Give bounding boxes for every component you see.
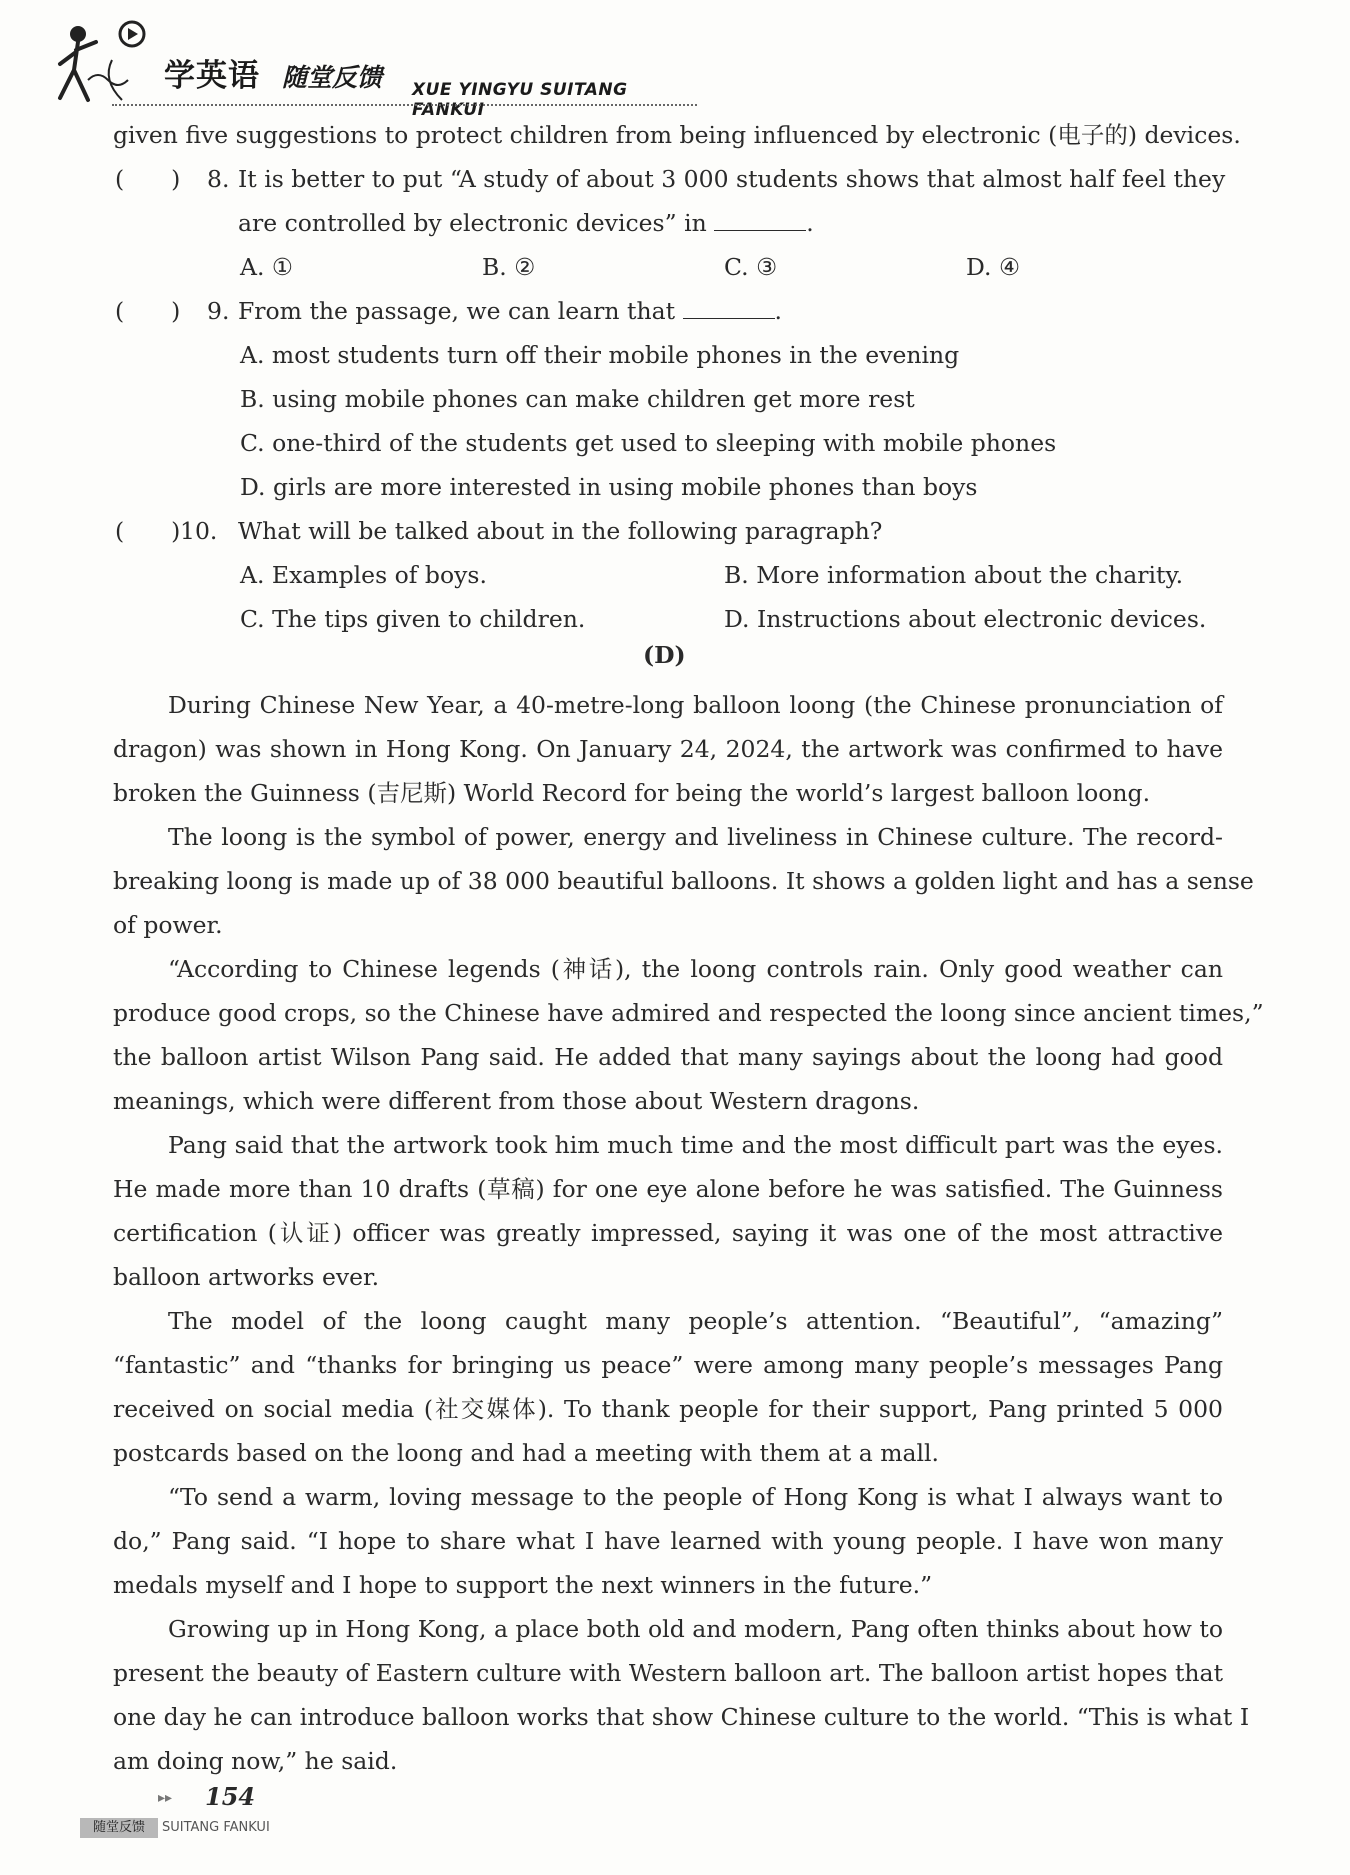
passage-line: “To send a warm, loving message to the people of Hong Kong is what I always want to — [168, 1483, 1223, 1511]
passage-line: “fantastic” and “thanks for bringing us peace” were among many people’s messages Pang — [113, 1351, 1223, 1379]
option-b[interactable]: B. using mobile phones can make children get more rest — [240, 385, 915, 413]
option-a[interactable]: A. Examples of boys. — [240, 561, 487, 589]
header-title-en: XUE YINGYU SUITANG FANKUI — [412, 80, 628, 120]
page-number: 154 — [205, 1782, 256, 1811]
question-8-line1: It is better to put “A study of about 3 000 students shows that almost half feel they — [238, 165, 1226, 193]
page-header — [52, 14, 652, 120]
passage-line: During Chinese New Year, a 40-metre-long balloon loong (the Chinese pronunciation of — [168, 691, 1223, 719]
page-footer — [80, 1782, 380, 1850]
passage-line: am doing now,” he said. — [113, 1747, 398, 1775]
passage-line: medals myself and I hope to support the next winners in the future.” — [113, 1571, 933, 1599]
text-line: given five suggestions to protect children from being influenced by electronic (电子的) devices. — [113, 121, 1241, 149]
passage-line: certification (认证) officer was greatly impressed, saying it was one of the most attractive — [113, 1219, 1223, 1247]
passage-line: present the beauty of Eastern culture with Western balloon art. The balloon artist hopes that — [113, 1659, 1224, 1687]
option-b[interactable]: B. ② — [482, 253, 536, 281]
passage-line: of power. — [113, 911, 223, 939]
option-a[interactable]: A. ① — [240, 253, 293, 281]
passage-line: one day he can introduce balloon works that show Chinese culture to the world. “This is what I — [113, 1703, 1250, 1731]
passage-line: breaking loong is made up of 38 000 beautiful balloons. It shows a golden light and has a sense — [113, 867, 1254, 895]
answer-bracket[interactable]: ( ) — [115, 297, 181, 325]
passage-line: The model of the loong caught many people’s attention. “Beautiful”, “amazing” — [168, 1307, 1223, 1335]
passage-line: He made more than 10 drafts (草稿) for one eye alone before he was satisfied. The Guinness — [113, 1175, 1223, 1203]
answer-bracket[interactable]: ( ) — [115, 165, 181, 193]
section-title: (D) — [643, 641, 686, 669]
option-c[interactable]: C. ③ — [724, 253, 778, 281]
question-9-stem — [238, 296, 782, 326]
passage-line: received on social media (社交媒体). To thank people for their support, Pang printed 5 000 — [113, 1395, 1223, 1423]
answer-blank[interactable] — [714, 208, 806, 231]
header-subtitle-cn: 随堂反馈 — [282, 63, 383, 92]
question-10-stem: What will be talked about in the following paragraph? — [238, 517, 883, 545]
passage-line: meanings, which were different from those about Western dragons. — [113, 1087, 920, 1115]
option-c[interactable]: C. one-third of the students get used to sleeping with mobile phones — [240, 429, 1057, 457]
answer-bracket[interactable]: ( ) — [115, 517, 181, 545]
passage-line: the balloon artist Wilson Pang said. He added that many sayings about the loong had good — [113, 1043, 1223, 1071]
answer-blank[interactable] — [683, 296, 775, 319]
question-number: 10. — [180, 517, 218, 545]
passage-line: do,” Pang said. “I hope to share what I have learned with young people. I have won many — [113, 1527, 1223, 1555]
header-title-cn: 学英语 — [164, 58, 260, 94]
option-d[interactable]: D. Instructions about electronic devices. — [724, 605, 1207, 633]
passage-line: Growing up in Hong Kong, a place both old and modern, Pang often thinks about how to — [168, 1615, 1223, 1643]
passage-line: produce good crops, so the Chinese have admired and respected the loong since ancient times,” — [113, 999, 1264, 1027]
option-a[interactable]: A. most students turn off their mobile phones in the evening — [240, 341, 960, 369]
passage-line: balloon artworks ever. — [113, 1263, 380, 1291]
footer-label-cn: 随堂反馈 — [80, 1818, 158, 1838]
passage-line: broken the Guinness (吉尼斯) World Record for being the world’s largest balloon loong. — [113, 779, 1151, 807]
option-c[interactable]: C. The tips given to children. — [240, 605, 586, 633]
option-b[interactable]: B. More information about the charity. — [724, 561, 1184, 589]
double-arrow-icon: ▸▸ — [158, 1790, 173, 1806]
passage-line: postcards based on the loong and had a meeting with them at a mall. — [113, 1439, 939, 1467]
passage-line: “According to Chinese legends (神话), the loong controls rain. Only good weather can — [168, 955, 1223, 983]
question-8-end: . — [806, 209, 814, 237]
passage-line: Pang said that the artwork took him much time and the most difficult part was the eyes. — [168, 1131, 1223, 1159]
footer-label-en: SUITANG FANKUI — [162, 1820, 270, 1835]
question-9-text: From the passage, we can learn that — [238, 297, 676, 325]
passage-line: The loong is the symbol of power, energy and liveliness in Chinese culture. The record- — [168, 823, 1223, 851]
student-running-icon — [52, 20, 172, 110]
question-8-line2 — [238, 208, 814, 238]
passage-line: dragon) was shown in Hong Kong. On January 24, 2024, the artwork was confirmed to have — [113, 735, 1223, 763]
option-d[interactable]: D. ④ — [966, 253, 1021, 281]
question-number: 9. — [207, 297, 230, 325]
question-9-end: . — [774, 297, 783, 325]
question-8-text: are controlled by electronic devices” in — [238, 209, 707, 237]
option-d[interactable]: D. girls are more interested in using mobile phones than boys — [240, 473, 978, 501]
header-divider — [112, 104, 697, 106]
question-number: 8. — [207, 165, 230, 193]
